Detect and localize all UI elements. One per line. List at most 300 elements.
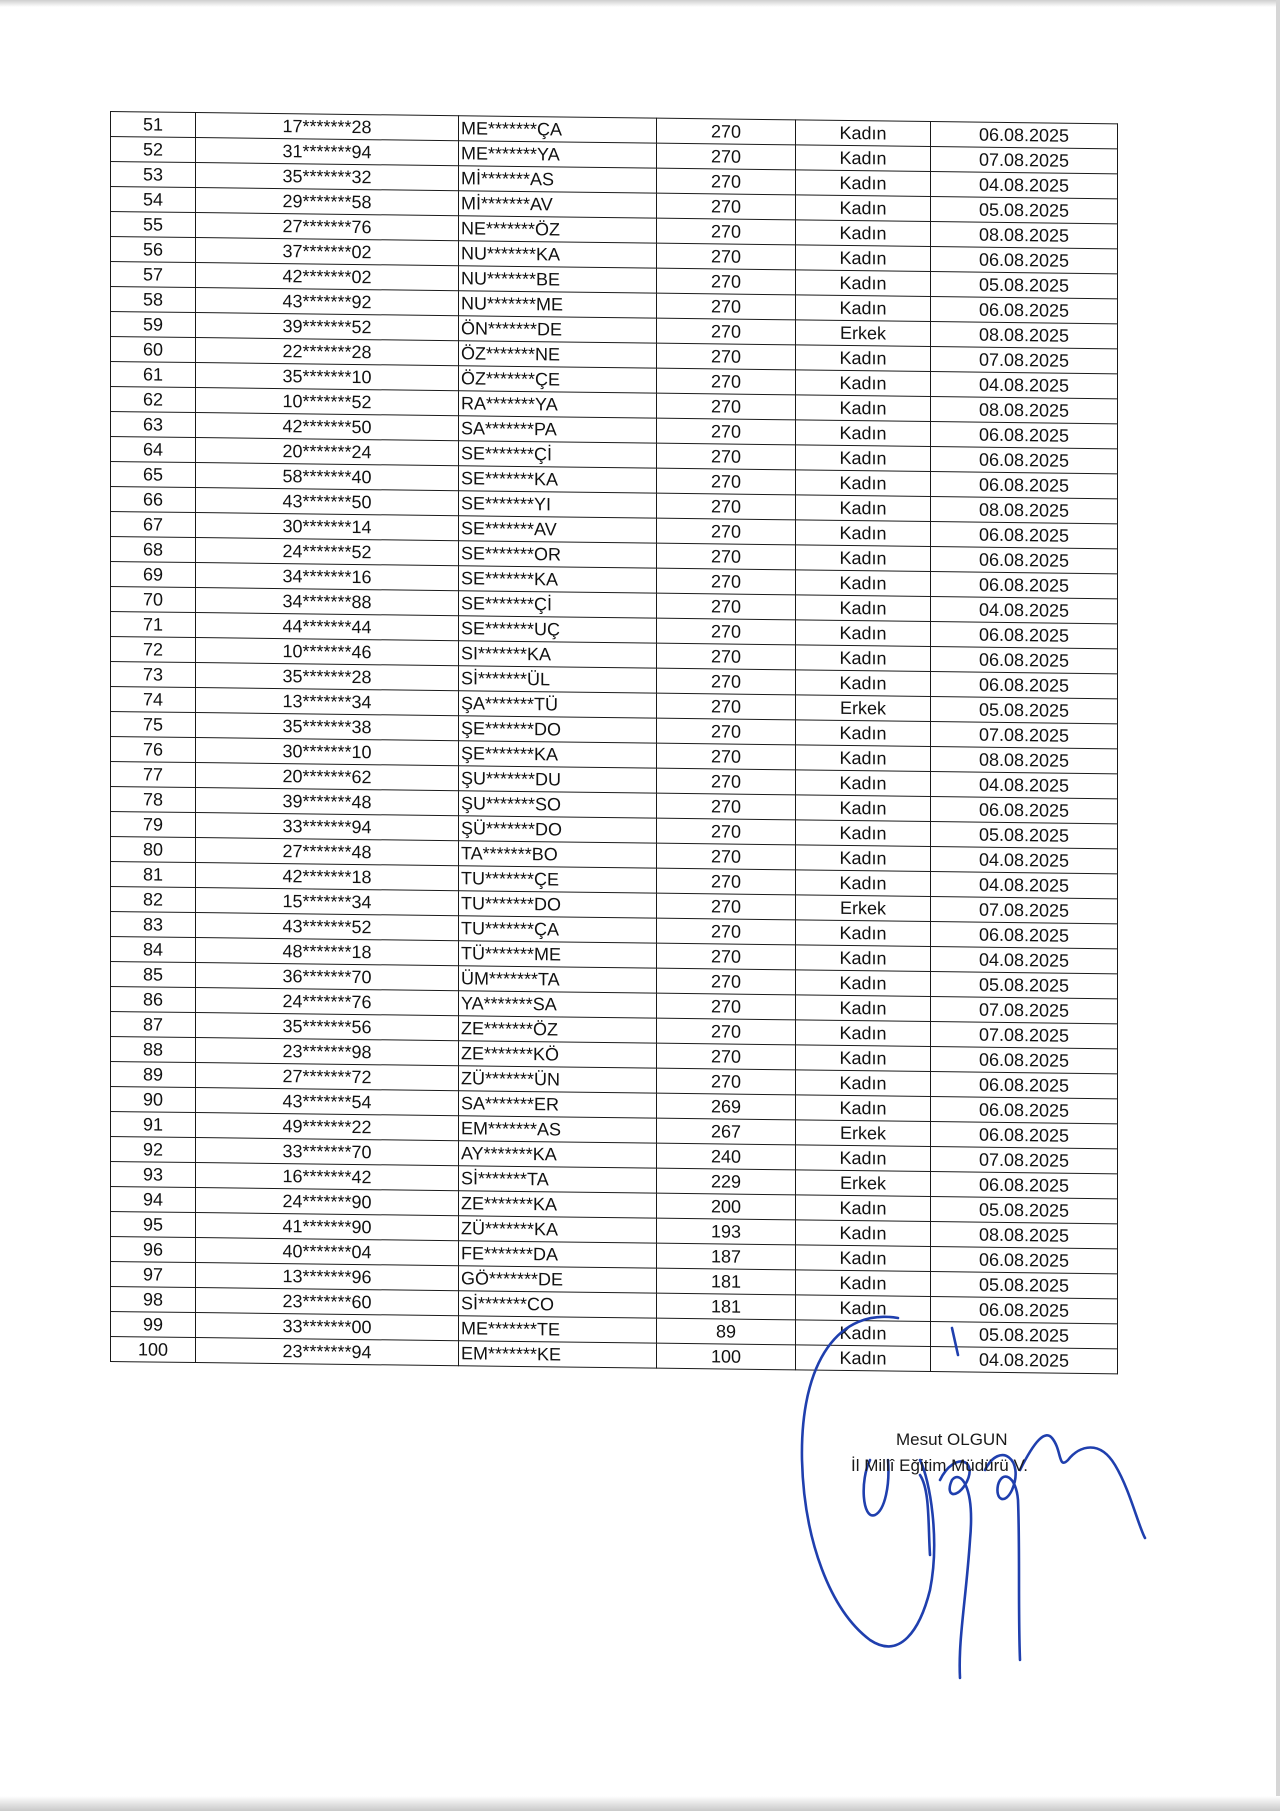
masked-id-number-cell: 15*******34 bbox=[196, 888, 459, 916]
score-cell: 270 bbox=[657, 618, 796, 645]
masked-id-number-cell: 40*******04 bbox=[196, 1238, 459, 1266]
gender-cell: Kadın bbox=[796, 1145, 931, 1172]
score-cell: 270 bbox=[657, 368, 796, 395]
gender-cell: Kadın bbox=[796, 495, 931, 522]
masked-id-number-cell: 43*******92 bbox=[196, 288, 459, 316]
row-number-cell: 98 bbox=[111, 1287, 196, 1313]
score-cell: 270 bbox=[657, 693, 796, 720]
score-cell: 270 bbox=[657, 668, 796, 695]
score-cell: 270 bbox=[657, 893, 796, 920]
masked-id-number-cell: 23*******60 bbox=[196, 1288, 459, 1316]
row-number-cell: 63 bbox=[111, 412, 196, 438]
gender-cell: Kadın bbox=[796, 470, 931, 497]
row-number-cell: 77 bbox=[111, 762, 196, 788]
score-cell: 270 bbox=[657, 868, 796, 895]
masked-name-cell: ZE*******ÖZ bbox=[459, 1016, 657, 1043]
masked-name-cell: Sİ*******TA bbox=[459, 1166, 657, 1193]
score-cell: 240 bbox=[657, 1143, 796, 1170]
date-cell: 07.08.2025 bbox=[931, 1147, 1118, 1174]
score-cell: 100 bbox=[657, 1343, 796, 1370]
row-number-cell: 54 bbox=[111, 187, 196, 213]
gender-cell: Kadın bbox=[796, 270, 931, 297]
masked-name-cell: ZÜ*******ÜN bbox=[459, 1066, 657, 1093]
masked-id-number-cell: 34*******16 bbox=[196, 563, 459, 591]
date-cell: 04.08.2025 bbox=[931, 872, 1118, 899]
masked-id-number-cell: 24*******52 bbox=[196, 538, 459, 566]
score-cell: 270 bbox=[657, 743, 796, 770]
score-cell: 270 bbox=[657, 1043, 796, 1070]
date-cell: 06.08.2025 bbox=[931, 1047, 1118, 1074]
row-number-cell: 76 bbox=[111, 737, 196, 763]
masked-name-cell: SI*******KA bbox=[459, 641, 657, 668]
row-number-cell: 83 bbox=[111, 912, 196, 938]
score-cell: 270 bbox=[657, 768, 796, 795]
masked-name-cell: ŞÜ*******DO bbox=[459, 816, 657, 843]
score-cell: 270 bbox=[657, 643, 796, 670]
masked-name-cell: SE*******Çİ bbox=[459, 591, 657, 618]
score-cell: 270 bbox=[657, 518, 796, 545]
date-cell: 06.08.2025 bbox=[931, 797, 1118, 824]
masked-id-number-cell: 13*******96 bbox=[196, 1263, 459, 1291]
masked-id-number-cell: 35*******38 bbox=[196, 713, 459, 741]
score-cell: 270 bbox=[657, 218, 796, 245]
gender-cell: Kadın bbox=[796, 870, 931, 897]
score-cell: 270 bbox=[657, 943, 796, 970]
masked-id-number-cell: 10*******52 bbox=[196, 388, 459, 416]
masked-id-number-cell: 23*******94 bbox=[196, 1338, 459, 1366]
date-cell: 06.08.2025 bbox=[931, 472, 1118, 499]
score-cell: 270 bbox=[657, 993, 796, 1020]
score-cell: 270 bbox=[657, 243, 796, 270]
masked-name-cell: TA*******BO bbox=[459, 841, 657, 868]
masked-name-cell: SE*******KA bbox=[459, 566, 657, 593]
date-cell: 04.08.2025 bbox=[931, 947, 1118, 974]
date-cell: 08.08.2025 bbox=[931, 322, 1118, 349]
masked-id-number-cell: 35*******10 bbox=[196, 363, 459, 391]
row-number-cell: 86 bbox=[111, 987, 196, 1013]
score-cell: 270 bbox=[657, 843, 796, 870]
date-cell: 05.08.2025 bbox=[931, 272, 1118, 299]
score-cell: 270 bbox=[657, 318, 796, 345]
row-number-cell: 87 bbox=[111, 1012, 196, 1038]
scan-edge-top bbox=[0, 0, 1280, 7]
masked-name-cell: GÖ*******DE bbox=[459, 1266, 657, 1293]
score-cell: 270 bbox=[657, 268, 796, 295]
row-number-cell: 84 bbox=[111, 937, 196, 963]
gender-cell: Kadın bbox=[796, 545, 931, 572]
gender-cell: Kadın bbox=[796, 970, 931, 997]
masked-name-cell: ZE*******KA bbox=[459, 1191, 657, 1218]
masked-name-cell: ŞA*******TÜ bbox=[459, 691, 657, 718]
row-number-cell: 91 bbox=[111, 1112, 196, 1138]
masked-name-cell: TU*******ÇA bbox=[459, 916, 657, 943]
gender-cell: Kadın bbox=[796, 795, 931, 822]
masked-id-number-cell: 43*******54 bbox=[196, 1088, 459, 1116]
masked-id-number-cell: 20*******62 bbox=[196, 763, 459, 791]
masked-name-cell: AY*******KA bbox=[459, 1141, 657, 1168]
row-number-cell: 71 bbox=[111, 612, 196, 638]
masked-id-number-cell: 49*******22 bbox=[196, 1113, 459, 1141]
masked-id-number-cell: 29*******58 bbox=[196, 188, 459, 216]
masked-id-number-cell: 20*******24 bbox=[196, 438, 459, 466]
score-cell: 200 bbox=[657, 1193, 796, 1220]
row-number-cell: 92 bbox=[111, 1137, 196, 1163]
gender-cell: Kadın bbox=[796, 1095, 931, 1122]
masked-id-number-cell: 16*******42 bbox=[196, 1163, 459, 1191]
date-cell: 06.08.2025 bbox=[931, 297, 1118, 324]
masked-name-cell: SE*******Çİ bbox=[459, 441, 657, 468]
score-cell: 269 bbox=[657, 1093, 796, 1120]
date-cell: 04.08.2025 bbox=[931, 172, 1118, 199]
date-cell: 04.08.2025 bbox=[931, 847, 1118, 874]
score-cell: 89 bbox=[657, 1318, 796, 1345]
masked-name-cell: NU*******KA bbox=[459, 241, 657, 268]
masked-name-cell: TÜ*******ME bbox=[459, 941, 657, 968]
masked-name-cell: SE*******YI bbox=[459, 491, 657, 518]
score-cell: 270 bbox=[657, 168, 796, 195]
row-number-cell: 85 bbox=[111, 962, 196, 988]
score-cell: 270 bbox=[657, 593, 796, 620]
masked-id-number-cell: 31*******94 bbox=[196, 138, 459, 166]
masked-id-number-cell: 41*******90 bbox=[196, 1213, 459, 1241]
score-cell: 270 bbox=[657, 818, 796, 845]
gender-cell: Kadın bbox=[796, 620, 931, 647]
gender-cell: Kadın bbox=[796, 145, 931, 172]
masked-id-number-cell: 33*******00 bbox=[196, 1313, 459, 1341]
scan-edge-right bbox=[1276, 0, 1280, 1811]
masked-id-number-cell: 39*******52 bbox=[196, 313, 459, 341]
date-cell: 06.08.2025 bbox=[931, 1247, 1118, 1274]
gender-cell: Kadın bbox=[796, 1320, 931, 1347]
gender-cell: Kadın bbox=[796, 1270, 931, 1297]
masked-name-cell: ÖN*******DE bbox=[459, 316, 657, 343]
date-cell: 05.08.2025 bbox=[931, 972, 1118, 999]
row-number-cell: 52 bbox=[111, 137, 196, 163]
score-cell: 267 bbox=[657, 1118, 796, 1145]
masked-name-cell: SA*******PA bbox=[459, 416, 657, 443]
row-number-cell: 72 bbox=[111, 637, 196, 663]
masked-id-number-cell: 22*******28 bbox=[196, 338, 459, 366]
gender-cell: Kadın bbox=[796, 670, 931, 697]
gender-cell: Kadın bbox=[796, 770, 931, 797]
score-cell: 270 bbox=[657, 343, 796, 370]
gender-cell: Kadın bbox=[796, 570, 931, 597]
masked-name-cell: ŞU*******DU bbox=[459, 766, 657, 793]
date-cell: 08.08.2025 bbox=[931, 222, 1118, 249]
masked-name-cell: Mİ*******AV bbox=[459, 191, 657, 218]
row-number-cell: 99 bbox=[111, 1312, 196, 1338]
date-cell: 08.08.2025 bbox=[931, 497, 1118, 524]
masked-id-number-cell: 43*******52 bbox=[196, 913, 459, 941]
masked-name-cell: Mİ*******AS bbox=[459, 166, 657, 193]
date-cell: 06.08.2025 bbox=[931, 1172, 1118, 1199]
gender-cell: Kadın bbox=[796, 1220, 931, 1247]
row-number-cell: 58 bbox=[111, 287, 196, 313]
masked-name-cell: SE*******AV bbox=[459, 516, 657, 543]
masked-id-number-cell: 58*******40 bbox=[196, 463, 459, 491]
row-number-cell: 78 bbox=[111, 787, 196, 813]
masked-id-number-cell: 44*******44 bbox=[196, 613, 459, 641]
gender-cell: Kadın bbox=[796, 520, 931, 547]
gender-cell: Kadın bbox=[796, 1295, 931, 1322]
gender-cell: Kadın bbox=[796, 295, 931, 322]
date-cell: 06.08.2025 bbox=[931, 447, 1118, 474]
score-cell: 193 bbox=[657, 1218, 796, 1245]
date-cell: 05.08.2025 bbox=[931, 697, 1118, 724]
score-cell: 270 bbox=[657, 918, 796, 945]
gender-cell: Kadın bbox=[796, 645, 931, 672]
date-cell: 04.08.2025 bbox=[931, 772, 1118, 799]
date-cell: 06.08.2025 bbox=[931, 1072, 1118, 1099]
date-cell: 05.08.2025 bbox=[931, 1322, 1118, 1349]
date-cell: 08.08.2025 bbox=[931, 747, 1118, 774]
signatory-title: İl Millî Eğitim Müdürü V. bbox=[851, 1456, 1028, 1475]
masked-id-number-cell: 42*******02 bbox=[196, 263, 459, 291]
row-number-cell: 60 bbox=[111, 337, 196, 363]
date-cell: 05.08.2025 bbox=[931, 197, 1118, 224]
masked-id-number-cell: 35*******28 bbox=[196, 663, 459, 691]
gender-cell: Kadın bbox=[796, 195, 931, 222]
masked-id-number-cell: 39*******48 bbox=[196, 788, 459, 816]
masked-id-number-cell: 42*******18 bbox=[196, 863, 459, 891]
row-number-cell: 65 bbox=[111, 462, 196, 488]
score-cell: 270 bbox=[657, 193, 796, 220]
gender-cell: Kadın bbox=[796, 1045, 931, 1072]
row-number-cell: 75 bbox=[111, 712, 196, 738]
gender-cell: Erkek bbox=[796, 1170, 931, 1197]
row-number-cell: 59 bbox=[111, 312, 196, 338]
date-cell: 07.08.2025 bbox=[931, 722, 1118, 749]
row-number-cell: 97 bbox=[111, 1262, 196, 1288]
masked-name-cell: ŞE*******DO bbox=[459, 716, 657, 743]
score-cell: 270 bbox=[657, 118, 796, 145]
row-number-cell: 79 bbox=[111, 812, 196, 838]
row-number-cell: 51 bbox=[111, 112, 196, 138]
date-cell: 07.08.2025 bbox=[931, 897, 1118, 924]
date-cell: 06.08.2025 bbox=[931, 622, 1118, 649]
row-number-cell: 80 bbox=[111, 837, 196, 863]
masked-name-cell: ŞU*******SO bbox=[459, 791, 657, 818]
score-cell: 270 bbox=[657, 968, 796, 995]
gender-cell: Erkek bbox=[796, 695, 931, 722]
masked-name-cell: ME*******TE bbox=[459, 1316, 657, 1343]
score-cell: 270 bbox=[657, 418, 796, 445]
gender-cell: Kadın bbox=[796, 820, 931, 847]
masked-id-number-cell: 35*******56 bbox=[196, 1013, 459, 1041]
gender-cell: Kadın bbox=[796, 845, 931, 872]
date-cell: 06.08.2025 bbox=[931, 647, 1118, 674]
row-number-cell: 73 bbox=[111, 662, 196, 688]
gender-cell: Kadın bbox=[796, 1070, 931, 1097]
date-cell: 04.08.2025 bbox=[931, 372, 1118, 399]
signatory-name: Mesut OLGUN bbox=[896, 1430, 1008, 1449]
gender-cell: Kadın bbox=[796, 245, 931, 272]
gender-cell: Kadın bbox=[796, 395, 931, 422]
score-cell: 270 bbox=[657, 293, 796, 320]
masked-name-cell: ZÜ*******KA bbox=[459, 1216, 657, 1243]
masked-name-cell: ÜM*******TA bbox=[459, 966, 657, 993]
gender-cell: Kadın bbox=[796, 120, 931, 147]
gender-cell: Kadın bbox=[796, 595, 931, 622]
results-table-body bbox=[111, 112, 1118, 1374]
masked-name-cell: EM*******AS bbox=[459, 1116, 657, 1143]
row-number-cell: 67 bbox=[111, 512, 196, 538]
masked-id-number-cell: 10*******46 bbox=[196, 638, 459, 666]
date-cell: 06.08.2025 bbox=[931, 1097, 1118, 1124]
score-cell: 181 bbox=[657, 1268, 796, 1295]
row-number-cell: 94 bbox=[111, 1187, 196, 1213]
row-number-cell: 53 bbox=[111, 162, 196, 188]
gender-cell: Kadın bbox=[796, 420, 931, 447]
row-number-cell: 69 bbox=[111, 562, 196, 588]
score-cell: 181 bbox=[657, 1293, 796, 1320]
masked-id-number-cell: 24*******90 bbox=[196, 1188, 459, 1216]
score-cell: 270 bbox=[657, 1018, 796, 1045]
masked-name-cell: ÖZ*******ÇE bbox=[459, 366, 657, 393]
gender-cell: Kadın bbox=[796, 220, 931, 247]
row-number-cell: 55 bbox=[111, 212, 196, 238]
date-cell: 04.08.2025 bbox=[931, 1347, 1118, 1374]
date-cell: 06.08.2025 bbox=[931, 1297, 1118, 1324]
masked-id-number-cell: 23*******98 bbox=[196, 1038, 459, 1066]
gender-cell: Kadın bbox=[796, 345, 931, 372]
gender-cell: Erkek bbox=[796, 895, 931, 922]
masked-id-number-cell: 13*******34 bbox=[196, 688, 459, 716]
masked-name-cell: SE*******KA bbox=[459, 466, 657, 493]
row-number-cell: 100 bbox=[111, 1337, 196, 1363]
score-cell: 270 bbox=[657, 718, 796, 745]
masked-name-cell: FE*******DA bbox=[459, 1241, 657, 1268]
masked-name-cell: YA*******SA bbox=[459, 991, 657, 1018]
masked-id-number-cell: 36*******70 bbox=[196, 963, 459, 991]
row-number-cell: 64 bbox=[111, 437, 196, 463]
date-cell: 06.08.2025 bbox=[931, 547, 1118, 574]
masked-id-number-cell: 43*******50 bbox=[196, 488, 459, 516]
row-number-cell: 66 bbox=[111, 487, 196, 513]
row-number-cell: 82 bbox=[111, 887, 196, 913]
masked-id-number-cell: 48*******18 bbox=[196, 938, 459, 966]
masked-id-number-cell: 27*******72 bbox=[196, 1063, 459, 1091]
gender-cell: Erkek bbox=[796, 320, 931, 347]
masked-name-cell: EM*******KE bbox=[459, 1341, 657, 1368]
masked-id-number-cell: 30*******14 bbox=[196, 513, 459, 541]
masked-name-cell: ME*******YA bbox=[459, 141, 657, 168]
date-cell: 05.08.2025 bbox=[931, 822, 1118, 849]
date-cell: 07.08.2025 bbox=[931, 347, 1118, 374]
date-cell: 06.08.2025 bbox=[931, 122, 1118, 149]
row-number-cell: 56 bbox=[111, 237, 196, 263]
date-cell: 06.08.2025 bbox=[931, 422, 1118, 449]
masked-name-cell: ŞE*******KA bbox=[459, 741, 657, 768]
masked-id-number-cell: 30*******10 bbox=[196, 738, 459, 766]
score-cell: 270 bbox=[657, 568, 796, 595]
date-cell: 06.08.2025 bbox=[931, 522, 1118, 549]
masked-name-cell: ME*******ÇA bbox=[459, 116, 657, 143]
masked-id-number-cell: 37*******02 bbox=[196, 238, 459, 266]
masked-name-cell: NU*******BE bbox=[459, 266, 657, 293]
score-cell: 270 bbox=[657, 1068, 796, 1095]
date-cell: 07.08.2025 bbox=[931, 147, 1118, 174]
masked-name-cell: TU*******DO bbox=[459, 891, 657, 918]
date-cell: 06.08.2025 bbox=[931, 1122, 1118, 1149]
date-cell: 07.08.2025 bbox=[931, 997, 1118, 1024]
score-cell: 270 bbox=[657, 393, 796, 420]
score-cell: 270 bbox=[657, 493, 796, 520]
row-number-cell: 74 bbox=[111, 687, 196, 713]
masked-id-number-cell: 17*******28 bbox=[196, 113, 459, 141]
score-cell: 187 bbox=[657, 1243, 796, 1270]
masked-id-number-cell: 33*******70 bbox=[196, 1138, 459, 1166]
gender-cell: Kadın bbox=[796, 1245, 931, 1272]
row-number-cell: 62 bbox=[111, 387, 196, 413]
row-number-cell: 90 bbox=[111, 1087, 196, 1113]
date-cell: 04.08.2025 bbox=[931, 597, 1118, 624]
gender-cell: Kadın bbox=[796, 1345, 931, 1372]
masked-id-number-cell: 33*******94 bbox=[196, 813, 459, 841]
date-cell: 06.08.2025 bbox=[931, 247, 1118, 274]
row-number-cell: 93 bbox=[111, 1162, 196, 1188]
masked-name-cell: Sİ*******CO bbox=[459, 1291, 657, 1318]
gender-cell: Kadın bbox=[796, 945, 931, 972]
masked-name-cell: ZE*******KÖ bbox=[459, 1041, 657, 1068]
date-cell: 06.08.2025 bbox=[931, 572, 1118, 599]
gender-cell: Erkek bbox=[796, 1120, 931, 1147]
masked-name-cell: SE*******OR bbox=[459, 541, 657, 568]
row-number-cell: 68 bbox=[111, 537, 196, 563]
gender-cell: Kadın bbox=[796, 445, 931, 472]
score-cell: 270 bbox=[657, 543, 796, 570]
date-cell: 08.08.2025 bbox=[931, 397, 1118, 424]
row-number-cell: 88 bbox=[111, 1037, 196, 1063]
masked-name-cell: TU*******ÇE bbox=[459, 866, 657, 893]
gender-cell: Kadın bbox=[796, 170, 931, 197]
masked-name-cell: SA*******ER bbox=[459, 1091, 657, 1118]
masked-id-number-cell: 27*******76 bbox=[196, 213, 459, 241]
masked-name-cell: SE*******UÇ bbox=[459, 616, 657, 643]
date-cell: 07.08.2025 bbox=[931, 1022, 1118, 1049]
gender-cell: Kadın bbox=[796, 1195, 931, 1222]
gender-cell: Kadın bbox=[796, 370, 931, 397]
score-cell: 270 bbox=[657, 143, 796, 170]
row-number-cell: 57 bbox=[111, 262, 196, 288]
gender-cell: Kadın bbox=[796, 720, 931, 747]
masked-id-number-cell: 34*******88 bbox=[196, 588, 459, 616]
date-cell: 06.08.2025 bbox=[931, 922, 1118, 949]
date-cell: 05.08.2025 bbox=[931, 1272, 1118, 1299]
gender-cell: Kadın bbox=[796, 1020, 931, 1047]
row-number-cell: 70 bbox=[111, 587, 196, 613]
results-table bbox=[110, 111, 1118, 1374]
gender-cell: Kadın bbox=[796, 745, 931, 772]
gender-cell: Kadın bbox=[796, 920, 931, 947]
row-number-cell: 89 bbox=[111, 1062, 196, 1088]
row-number-cell: 95 bbox=[111, 1212, 196, 1238]
row-number-cell: 81 bbox=[111, 862, 196, 888]
masked-name-cell: Sİ*******ÜL bbox=[459, 666, 657, 693]
row-number-cell: 96 bbox=[111, 1237, 196, 1263]
masked-id-number-cell: 27*******48 bbox=[196, 838, 459, 866]
masked-name-cell: RA*******YA bbox=[459, 391, 657, 418]
scan-edge-bottom bbox=[0, 1796, 1280, 1811]
score-cell: 270 bbox=[657, 443, 796, 470]
row-number-cell: 61 bbox=[111, 362, 196, 388]
masked-name-cell: NU*******ME bbox=[459, 291, 657, 318]
masked-name-cell: NE*******ÖZ bbox=[459, 216, 657, 243]
score-cell: 270 bbox=[657, 793, 796, 820]
date-cell: 08.08.2025 bbox=[931, 1222, 1118, 1249]
masked-id-number-cell: 35*******32 bbox=[196, 163, 459, 191]
date-cell: 06.08.2025 bbox=[931, 672, 1118, 699]
